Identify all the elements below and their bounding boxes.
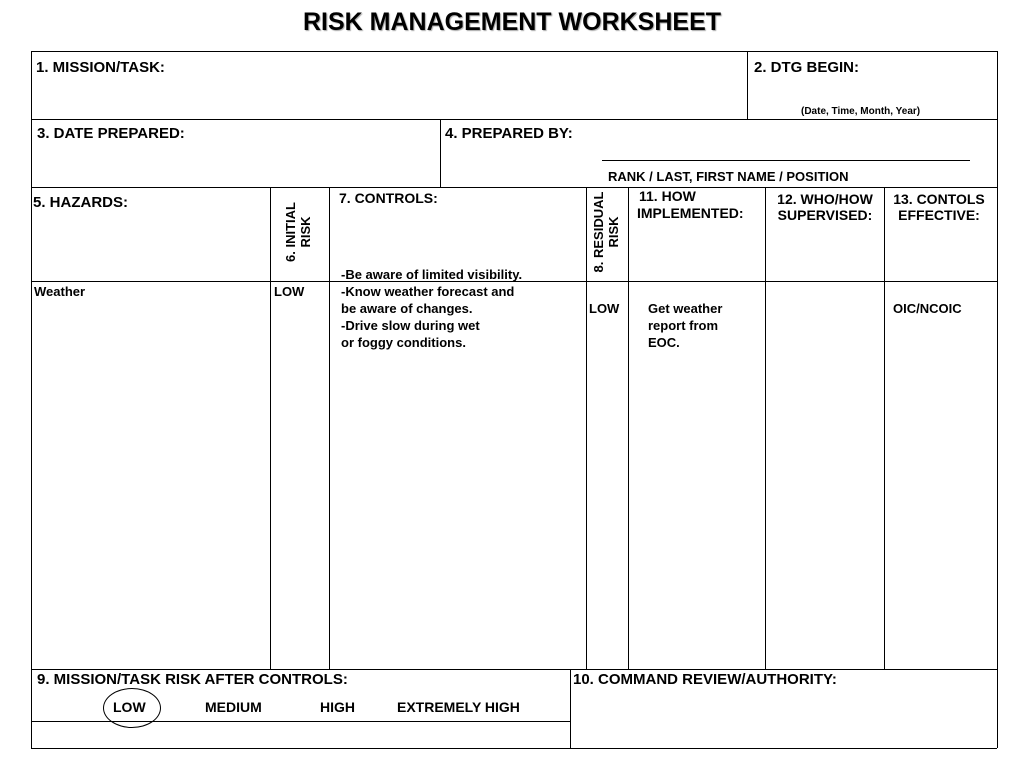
risk-level-high[interactable]: HIGH [320, 699, 355, 715]
risk-level-medium[interactable]: MEDIUM [205, 699, 262, 715]
residual-risk-cell: LOW [589, 301, 620, 316]
page-title: RISK MANAGEMENT WORKSHEET [302, 8, 722, 36]
prepared-by-label: 4. PREPARED BY: [445, 125, 573, 142]
risk-level-extremely-high[interactable]: EXTREMELY HIGH [397, 699, 520, 715]
controls-line: -Know weather forecast and [341, 284, 515, 299]
residual-risk-header: 8. RESIDUAL RISK [591, 191, 621, 273]
controls-cell [341, 266, 522, 351]
command-review-label: 10. COMMAND REVIEW/AUTHORITY: [573, 671, 837, 688]
initial-risk-header: 6. INITIAL RISK [283, 202, 313, 262]
date-prepared-label: 3. DATE PREPARED: [37, 125, 185, 142]
mission-task-label: 1. MISSION/TASK: [36, 59, 165, 76]
controls-effective-header: 13. CONTOLS EFFECTIVE: [893, 191, 985, 223]
dtg-begin-label: 2. DTG BEGIN: [754, 59, 860, 76]
how-implemented-header: 11. HOW IMPLEMENTED: [637, 188, 744, 221]
risk-level-low[interactable]: LOW [113, 699, 146, 715]
controls-effective-cell: OIC/NCOIC [893, 301, 962, 316]
dtg-hint: (Date, Time, Month, Year) [801, 106, 921, 117]
controls-line: or foggy conditions. [341, 335, 466, 350]
how-implemented-cell: Get weather report from EOC. [648, 301, 723, 350]
hazard-cell: Weather [34, 284, 86, 299]
initial-risk-cell: LOW [274, 284, 305, 299]
controls-header: 7. CONTROLS: [339, 190, 438, 206]
controls-line: -Drive slow during wet [341, 318, 480, 333]
controls-line: be aware of changes. [341, 301, 473, 316]
prepared-by-hint: RANK / LAST, FIRST NAME / POSITION [608, 169, 849, 184]
mission-risk-label: 9. MISSION/TASK RISK AFTER CONTROLS: [37, 671, 348, 688]
selected-level-circle [103, 688, 161, 728]
hazards-header: 5. HAZARDS: [33, 194, 129, 211]
controls-line: -Be aware of limited visibility. [341, 267, 523, 282]
who-supervised-header: 12. WHO/HOW SUPERVISED: [777, 191, 873, 223]
